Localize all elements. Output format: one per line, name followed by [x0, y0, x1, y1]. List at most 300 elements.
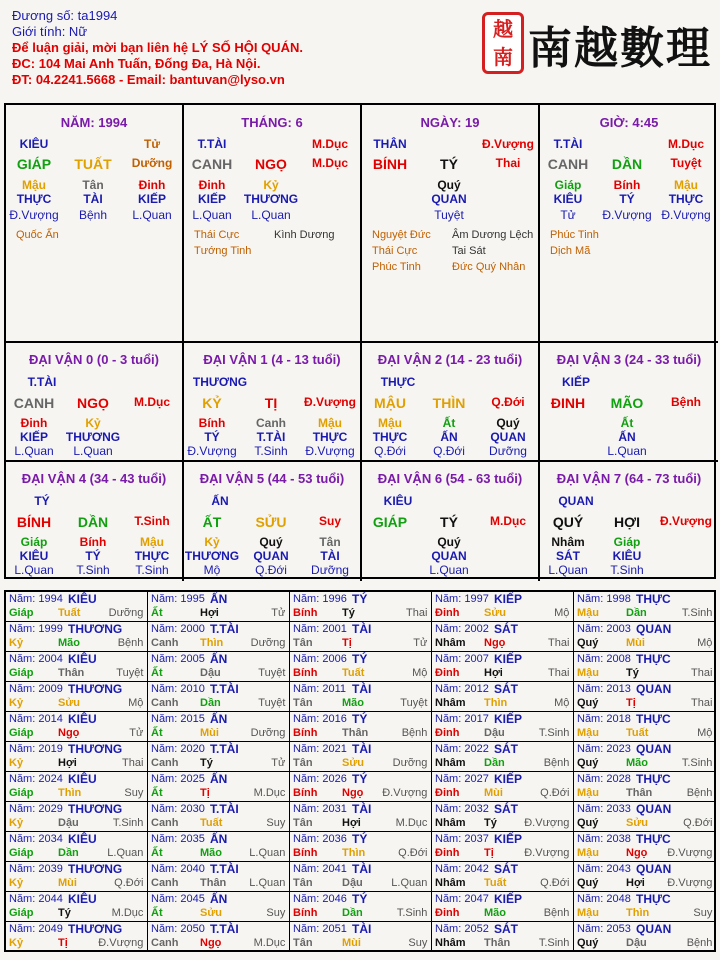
brand-logo: [478, 6, 718, 86]
year-stem: Ất: [151, 727, 163, 739]
cell-text: Đ.Vượng: [482, 137, 534, 151]
cell-text: Tử: [143, 137, 161, 151]
cell-text: M.Dục: [312, 156, 348, 170]
dai-van-title: ĐẠI VẬN 6 (54 - 63 tuổi): [377, 471, 523, 486]
dai-van-title: ĐẠI VẬN 1 (4 - 13 tuổi): [203, 352, 341, 367]
cell-text: THỰC: [668, 192, 704, 206]
year-phase: L.Quan: [391, 877, 428, 889]
cell-text: TÝ: [619, 192, 635, 206]
year-phase: M.Dục: [111, 907, 144, 919]
cell-text: TÀI: [320, 549, 340, 563]
year-cell: [574, 712, 716, 742]
cell-text: KIÊU: [553, 192, 583, 206]
year-cell: [6, 772, 148, 802]
cell-text: Đ.Vượng: [660, 514, 712, 528]
cell-text: Nhâm: [551, 535, 585, 549]
year-label: Năm: 2006: [293, 653, 347, 665]
year-label: Năm: 2035: [151, 833, 205, 845]
year-branch: Sửu: [200, 907, 223, 919]
cell-text: ẤN: [440, 430, 458, 444]
cell-text: HỢI: [614, 514, 640, 530]
year-god: T.TÀI: [210, 682, 239, 696]
year-stem: Bính: [293, 787, 318, 799]
year-label: Năm: 1996: [293, 593, 347, 605]
cell-text: KIÊU: [19, 137, 49, 151]
year-phase: Thai: [121, 757, 144, 769]
year-branch: Hợi: [626, 877, 645, 889]
star-name: Dịch Mã: [550, 245, 591, 257]
year-god: ẤN: [210, 892, 228, 906]
cell-text: T.Sinh: [610, 563, 644, 577]
year-stem: Mậu: [577, 607, 599, 619]
cell-text: Q.Đới: [374, 444, 406, 458]
cell-text: TÝ: [204, 430, 220, 444]
year-god: TÝ: [352, 832, 368, 846]
cell-text: L.Quan: [548, 563, 588, 577]
year-god: TÀI: [352, 622, 372, 636]
year-phase: Tử: [271, 757, 286, 769]
cell-text: THƯƠNG: [192, 375, 248, 389]
star-name: Kình Dương: [274, 229, 335, 241]
year-stem: Canh: [151, 757, 179, 769]
cell-text: KIẾP: [197, 192, 227, 206]
year-god: ẤN: [210, 712, 228, 726]
year-label: Năm: 2000: [151, 623, 205, 635]
cell-text: Suy: [318, 514, 342, 528]
owner-name: Đương số: ta1994: [12, 8, 118, 23]
pillar-cell: [184, 105, 362, 343]
year-label: Năm: 2026: [293, 773, 347, 785]
year-phase: Mộ: [554, 607, 570, 619]
cell-text: ẤN: [618, 430, 636, 444]
year-phase: Dưỡng: [250, 727, 286, 739]
year-branch: Hợi: [58, 757, 77, 769]
year-stem: Bính: [293, 847, 318, 859]
year-stem: Tân: [293, 817, 313, 829]
cell-text: Đ.Vượng: [9, 208, 59, 222]
year-branch: Dậu: [484, 727, 505, 739]
year-cell: [290, 772, 432, 802]
year-cell: [6, 922, 148, 952]
year-god: KIÊU: [68, 712, 97, 726]
year-label: Năm: 2009: [9, 683, 63, 695]
year-cell: [290, 622, 432, 652]
year-stem: Canh: [151, 817, 179, 829]
year-stem: Ất: [151, 787, 163, 799]
year-branch: Thìn: [200, 637, 224, 649]
cell-text: CANH: [191, 156, 233, 172]
cell-text: THỰC: [312, 430, 348, 444]
year-god: THỰC: [636, 652, 671, 666]
year-label: Năm: 2024: [9, 773, 63, 785]
year-branch: Tý: [626, 667, 639, 679]
cell-text: Đinh: [198, 178, 226, 192]
year-cell: [432, 802, 574, 832]
cell-text: BÍNH: [372, 156, 408, 172]
cell-text: TỊ: [264, 395, 278, 411]
year-label: Năm: 2049: [9, 923, 63, 935]
cell-text: GIÁP: [372, 514, 408, 530]
cell-text: KIÊU: [612, 549, 642, 563]
dai-van-cell: [184, 343, 362, 462]
year-god: THỰC: [636, 772, 671, 786]
cell-text: Bính: [79, 535, 107, 549]
year-phase: L.Quan: [249, 847, 286, 859]
year-god: ẤN: [210, 832, 228, 846]
year-god: THƯƠNG: [68, 682, 123, 696]
year-cell: [148, 742, 290, 772]
cell-text: Bính: [613, 178, 641, 192]
year-phase: Tử: [271, 607, 286, 619]
year-cell: [574, 802, 716, 832]
year-branch: Mùi: [484, 787, 503, 799]
year-god: TÝ: [352, 892, 368, 906]
cell-text: T.TÀI: [27, 375, 57, 389]
cell-text: BÍNH: [16, 514, 52, 530]
cell-text: KIẾP: [19, 430, 49, 444]
year-branch: Ngọ: [484, 637, 506, 649]
year-label: Năm: 2028: [577, 773, 631, 785]
year-phase: M.Dục: [253, 787, 286, 799]
cell-text: Ất: [620, 416, 634, 430]
year-cell: [6, 712, 148, 742]
year-label: Năm: 2043: [577, 863, 631, 875]
year-stem: Bính: [293, 667, 318, 679]
year-stem: Mậu: [577, 907, 599, 919]
cell-text: KIÊU: [19, 549, 49, 563]
cell-text: DẦN: [77, 514, 109, 530]
year-phase: Tuyệt: [400, 697, 428, 709]
cell-text: TÝ: [440, 514, 458, 530]
year-phase: Đ.Vượng: [382, 787, 428, 799]
cell-text: Tân: [319, 535, 341, 549]
pillar-title: NĂM: 1994: [60, 115, 128, 130]
year-label: Năm: 1998: [577, 593, 631, 605]
year-god: KIÊU: [68, 652, 97, 666]
year-stem: Kỷ: [9, 937, 24, 949]
year-cell: [574, 682, 716, 712]
year-branch: Tý: [342, 607, 355, 619]
year-branch: Mão: [342, 697, 364, 709]
year-cell: [6, 832, 148, 862]
year-label: Năm: 2005: [151, 653, 205, 665]
cell-text: Ất: [442, 416, 456, 430]
year-god: SÁT: [494, 802, 518, 816]
year-stem: Mậu: [577, 727, 599, 739]
cell-text: TÀI: [83, 192, 103, 206]
star-name: Tai Sát: [452, 245, 486, 257]
year-cell: [6, 862, 148, 892]
year-label: Năm: 2048: [577, 893, 631, 905]
year-stem: Mậu: [577, 667, 599, 679]
year-god: ẤN: [210, 592, 228, 606]
year-phase: Tuyệt: [258, 667, 286, 679]
year-phase: Tuyệt: [258, 697, 286, 709]
year-phase: Thai: [405, 607, 428, 619]
year-phase: Dưỡng: [392, 757, 428, 769]
year-label: Năm: 2025: [151, 773, 205, 785]
cell-text: ẤN: [211, 494, 229, 508]
year-stem: Nhâm: [435, 937, 466, 949]
dai-van-cell: [184, 462, 362, 581]
year-stem: Bính: [293, 727, 318, 739]
year-stem: Nhâm: [435, 757, 466, 769]
year-label: Năm: 1995: [151, 593, 205, 605]
cell-text: T.Sinh: [135, 563, 169, 577]
year-branch: Dậu: [626, 937, 647, 949]
year-cell: [290, 862, 432, 892]
cell-text: Q.Đới: [255, 563, 287, 577]
year-branch: Thìn: [626, 907, 650, 919]
owner-info: [12, 8, 482, 88]
cell-text: Kỷ: [204, 535, 220, 549]
year-phase: Bệnh: [686, 787, 713, 799]
year-stem: Tân: [293, 697, 313, 709]
cell-text: Đinh: [138, 178, 166, 192]
year-god: QUAN: [636, 622, 672, 636]
year-phase: Bệnh: [543, 757, 570, 769]
year-label: Năm: 2052: [435, 923, 489, 935]
year-branch: Dần: [58, 847, 79, 859]
pillar-title: THÁNG: 6: [241, 115, 303, 130]
year-phase: L.Quan: [107, 847, 144, 859]
year-stem: Kỷ: [9, 637, 24, 649]
cell-text: GIÁP: [16, 156, 52, 172]
year-god: QUAN: [636, 802, 672, 816]
year-cell: [432, 832, 574, 862]
year-phase: Đ.Vượng: [667, 877, 713, 889]
year-god: QUAN: [636, 862, 672, 876]
year-phase: M.Dục: [395, 817, 428, 829]
year-god: KIÊU: [68, 892, 97, 906]
year-stem: Kỷ: [9, 697, 24, 709]
year-stem: Đinh: [435, 667, 460, 679]
year-label: Năm: 2012: [435, 683, 489, 695]
year-cell: [148, 832, 290, 862]
year-branch: Mão: [626, 757, 648, 769]
dai-van-title: ĐẠI VẬN 4 (34 - 43 tuổi): [21, 471, 167, 486]
year-cell: [6, 652, 148, 682]
year-branch: Tuất: [484, 877, 507, 889]
cell-text: QUAN: [558, 494, 594, 508]
year-cell: [6, 682, 148, 712]
cell-text: SÁT: [556, 549, 580, 563]
year-phase: Tử: [413, 637, 428, 649]
year-stem: Đinh: [435, 727, 460, 739]
year-god: THỰC: [636, 832, 671, 846]
year-phase: Mộ: [554, 697, 570, 709]
year-cell: [290, 742, 432, 772]
star-name: Nguyệt Đức: [372, 229, 431, 241]
year-branch: Ngọ: [626, 847, 648, 859]
year-cell: [148, 712, 290, 742]
year-cell: [574, 592, 716, 622]
year-label: Năm: 2033: [577, 803, 631, 815]
year-cell: [574, 652, 716, 682]
year-phase: L.Quan: [249, 877, 286, 889]
year-stem: Tân: [293, 757, 313, 769]
cell-text: TÝ: [440, 156, 458, 172]
year-cell: [574, 922, 716, 952]
year-phase: T.Sinh: [681, 757, 713, 769]
year-label: Năm: 2044: [9, 893, 63, 905]
year-god: TÝ: [352, 652, 368, 666]
year-god: THƯƠNG: [68, 802, 123, 816]
year-branch: Thân: [626, 787, 653, 799]
cell-text: KIẾP: [561, 375, 591, 389]
year-phase: Q.Đới: [540, 877, 570, 889]
year-stem: Ất: [151, 907, 163, 919]
year-stem: Nhâm: [435, 817, 466, 829]
year-phase: Thai: [547, 637, 570, 649]
year-god: THƯƠNG: [68, 862, 123, 876]
year-label: Năm: 2039: [9, 863, 63, 875]
year-label: Năm: 2002: [435, 623, 489, 635]
year-phase: Suy: [693, 907, 713, 919]
year-god: KIẾP: [494, 832, 523, 846]
cell-text: QUAN: [490, 430, 526, 444]
cell-text: T.Sinh: [76, 563, 110, 577]
dai-van-cell: [6, 343, 184, 462]
year-label: Năm: 2047: [435, 893, 489, 905]
cell-text: M.Dục: [490, 514, 526, 528]
cell-text: TUẤT: [74, 156, 112, 172]
year-label: Năm: 2023: [577, 743, 631, 755]
year-stem: Kỷ: [9, 817, 24, 829]
year-god: KIÊU: [68, 832, 97, 846]
cell-text: T.Sinh: [254, 444, 288, 458]
year-phase: Tuyệt: [116, 667, 144, 679]
year-phase: Q.Đới: [683, 817, 713, 829]
year-cell: [290, 652, 432, 682]
contact-address: ĐC: 104 Mai Anh Tuấn, Đống Đa, Hà Nội.: [12, 56, 261, 71]
year-stem: Giáp: [9, 847, 34, 859]
cell-text: Mậu: [674, 178, 698, 192]
cell-text: KỶ: [202, 395, 222, 411]
year-stem: Canh: [151, 877, 179, 889]
year-god: SÁT: [494, 922, 518, 936]
year-branch: Sửu: [342, 757, 365, 769]
year-branch: Sửu: [484, 607, 507, 619]
year-phase: Bệnh: [117, 637, 144, 649]
year-label: Năm: 2015: [151, 713, 205, 725]
year-branch: Tý: [484, 817, 497, 829]
year-label: Năm: 2029: [9, 803, 63, 815]
annual-table: [4, 590, 716, 952]
star-name: Tướng Tinh: [194, 245, 252, 257]
contact-note: Để luận giải, mời bạn liên hệ LÝ SỐ HỘI QUÁN.: [12, 40, 303, 55]
star-name: Đức Quý Nhân: [452, 261, 526, 273]
year-label: Năm: 2034: [9, 833, 63, 845]
pillar-cell: [6, 105, 184, 343]
dai-van-title: ĐẠI VẬN 7 (64 - 73 tuổi): [556, 471, 702, 486]
year-stem: Quý: [577, 937, 599, 949]
year-branch: Hợi: [200, 607, 219, 619]
year-branch: Mùi: [58, 877, 77, 889]
year-phase: Suy: [408, 937, 428, 949]
star-name: Âm Dương Lệch: [452, 229, 534, 241]
pillar-cell: [540, 105, 718, 343]
cell-text: THỰC: [372, 430, 408, 444]
year-label: Năm: 2027: [435, 773, 489, 785]
dai-van-cell: [362, 462, 540, 581]
pillar-cell: [362, 105, 540, 343]
year-branch: Tý: [200, 757, 213, 769]
year-god: T.TÀI: [210, 802, 239, 816]
pillar-title: NGÀY: 19: [420, 115, 480, 130]
year-god: TÀI: [352, 862, 372, 876]
year-label: Năm: 2010: [151, 683, 205, 695]
year-god: KIẾP: [494, 892, 523, 906]
year-god: TÝ: [352, 772, 368, 786]
year-cell: [432, 712, 574, 742]
year-god: T.TÀI: [210, 862, 239, 876]
dai-van-title: ĐẠI VẬN 5 (44 - 53 tuổi): [199, 471, 345, 486]
year-god: T.TÀI: [210, 922, 239, 936]
cell-text: Đ.Vượng: [304, 395, 356, 409]
year-label: Năm: 2037: [435, 833, 489, 845]
cell-text: Mộ: [203, 563, 221, 577]
cell-text: L.Quan: [132, 208, 172, 222]
cell-text: Quý: [437, 178, 461, 192]
cell-text: Quý: [496, 416, 520, 430]
year-cell: [432, 742, 574, 772]
cell-text: M.Dục: [668, 137, 704, 151]
year-cell: [6, 592, 148, 622]
year-stem: Quý: [577, 637, 599, 649]
year-phase: Suy: [124, 787, 144, 799]
cell-text: M.Dục: [312, 137, 348, 151]
dai-van-title: ĐẠI VẬN 2 (14 - 23 tuổi): [377, 352, 523, 367]
year-god: TÝ: [352, 712, 368, 726]
year-stem: Kỷ: [9, 877, 24, 889]
cell-text: Đ.Vượng: [187, 444, 237, 458]
year-cell: [6, 742, 148, 772]
cell-text: KIẾP: [137, 192, 167, 206]
cell-text: Mậu: [318, 416, 342, 430]
cell-text: THƯƠNG: [65, 430, 121, 444]
year-god: SÁT: [494, 622, 518, 636]
cell-text: Mậu: [140, 535, 164, 549]
year-cell: [432, 652, 574, 682]
year-label: Năm: 2017: [435, 713, 489, 725]
cell-text: Tuyệt: [434, 208, 464, 222]
cell-text: ĐINH: [550, 395, 586, 411]
year-cell: [290, 892, 432, 922]
year-cell: [6, 622, 148, 652]
cell-text: Tuyệt: [670, 156, 702, 170]
cell-text: Đinh: [20, 416, 48, 430]
year-stem: Nhâm: [435, 697, 466, 709]
year-stem: Giáp: [9, 667, 34, 679]
year-branch: Tị: [342, 637, 352, 649]
star-name: Thái Cực: [372, 245, 418, 257]
cell-text: T.TÀI: [256, 430, 286, 444]
year-cell: [432, 772, 574, 802]
cell-text: Đ.Vượng: [602, 208, 652, 222]
year-phase: M.Dục: [253, 937, 286, 949]
year-branch: Thân: [200, 877, 227, 889]
year-branch: Dậu: [342, 877, 363, 889]
year-branch: Ngọ: [200, 937, 222, 949]
year-cell: [148, 922, 290, 952]
seal-stamp: 越 南: [482, 12, 524, 74]
cell-text: Kỷ: [263, 178, 279, 192]
year-branch: Tị: [484, 847, 494, 859]
cell-text: Mậu: [22, 178, 46, 192]
year-phase: Mộ: [128, 697, 144, 709]
year-stem: Canh: [151, 937, 179, 949]
